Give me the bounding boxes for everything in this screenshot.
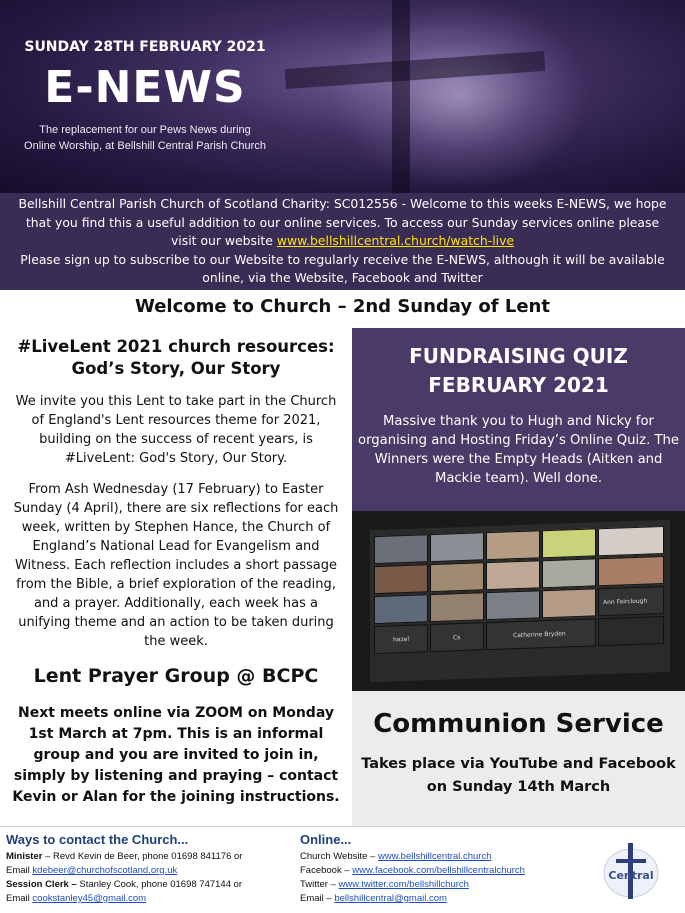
lent-heading-line-1: #LiveLent 2021 church resources: bbox=[17, 337, 335, 356]
logo-text: Central bbox=[608, 869, 654, 882]
lent-column bbox=[0, 328, 352, 826]
video-tile bbox=[430, 592, 484, 622]
video-tile bbox=[598, 616, 664, 646]
video-tile bbox=[430, 622, 484, 652]
communion-text: Takes place via YouTube and Facebook on Sunday 14th March bbox=[361, 756, 676, 795]
clerk-line bbox=[6, 878, 296, 892]
welcome-title: Welcome to Church – 2nd Sunday of Lent bbox=[135, 296, 550, 317]
participant-name: Ann Fairclough bbox=[603, 597, 648, 607]
clerk-email-link[interactable]: cookstanley45@gmail.com bbox=[32, 893, 147, 904]
prayer-group-text: Next meets online via ZOOM on Monday 1st March at 7pm. This is an informal group and you are invited to join in, simply by listening and praying – contact Kevin or Alan for the joining instructions. bbox=[12, 705, 340, 805]
website-link[interactable]: www.bellshillcentral.church bbox=[377, 851, 492, 862]
central-logo bbox=[602, 839, 660, 903]
participant-name: Cs bbox=[453, 634, 461, 642]
newsletter-subtitle bbox=[0, 122, 290, 154]
footer bbox=[0, 826, 685, 913]
prayer-group-heading: Lent Prayer Group @ BCPC bbox=[33, 665, 319, 687]
video-tile bbox=[486, 530, 540, 560]
issue-date: SUNDAY 28TH FEBRUARY 2021 bbox=[24, 39, 266, 55]
video-tile bbox=[542, 528, 596, 558]
quiz-text: Massive thank you to Hugh and Nicky for organising and Hosting Friday’s Online Quiz. The Winners were the Empty Heads (Aitken and Mackie team). Well done. bbox=[358, 414, 679, 486]
video-tile bbox=[598, 556, 664, 586]
facebook-line bbox=[300, 864, 590, 878]
quiz-heading-line-2: FEBRUARY 2021 bbox=[428, 373, 609, 397]
twitter-link[interactable]: www.twitter.com/bellshillchurch bbox=[338, 879, 469, 890]
video-tile bbox=[374, 564, 428, 594]
lent-heading-line-2: God’s Story, Our Story bbox=[71, 359, 281, 378]
watch-live-link[interactable]: www.bellshillcentral.church/watch-live bbox=[276, 233, 515, 248]
video-tile bbox=[486, 618, 596, 650]
minister-line bbox=[6, 850, 296, 864]
clerk-text: Stanley Cook, phone 01698 747144 or bbox=[76, 879, 243, 890]
minister-email-link[interactable]: kdebeer@churchofscotland.org.uk bbox=[32, 865, 178, 876]
zoom-quiz-photo bbox=[352, 511, 685, 691]
website-line bbox=[300, 850, 590, 864]
minister-label: Minister bbox=[6, 851, 43, 862]
participant-name: Catherine Bryden bbox=[513, 630, 566, 640]
online-column bbox=[300, 833, 590, 906]
intro-subscribe-text: Please sign up to subscribe to our Website to regularly receive the E-NEWS, although it will be available online, via the Website, Facebook and Twitter bbox=[20, 251, 665, 285]
contact-column bbox=[6, 833, 296, 906]
participant-name: hazel bbox=[393, 635, 409, 644]
header-light-glow bbox=[330, 0, 590, 190]
minister-text: – Revd Kevin de Beer, phone 01698 841176 or bbox=[42, 851, 243, 862]
video-tile bbox=[542, 558, 596, 588]
video-tile bbox=[598, 526, 664, 556]
online-heading: Online... bbox=[300, 832, 352, 847]
header-cross-post bbox=[392, 0, 410, 193]
lent-heading bbox=[0, 336, 352, 380]
video-tile bbox=[598, 586, 664, 616]
video-tile bbox=[486, 590, 540, 620]
twitter-line bbox=[300, 878, 590, 892]
clerk-email-prefix: Email bbox=[6, 893, 33, 904]
newsletter-title: E-NEWS bbox=[44, 62, 246, 113]
quiz-heading bbox=[352, 342, 685, 400]
header-banner bbox=[0, 0, 685, 193]
communion-heading: Communion Service bbox=[373, 709, 664, 739]
minister-email-line bbox=[6, 864, 296, 878]
email-link[interactable]: bellshillcentral@gmail.com bbox=[334, 893, 447, 904]
video-tile bbox=[430, 562, 484, 592]
video-tile bbox=[374, 624, 428, 654]
subtitle-line-2: Online Worship, at Bellshill Central Parish Church bbox=[24, 140, 266, 152]
website-label: Church Website – bbox=[300, 851, 378, 862]
quiz-heading-line-1: FUNDRAISING QUIZ bbox=[409, 344, 628, 368]
intro-panel bbox=[0, 193, 685, 290]
video-tile bbox=[486, 560, 540, 590]
video-tile bbox=[374, 534, 428, 564]
clerk-email-line bbox=[6, 892, 296, 906]
email-label: Email – bbox=[300, 893, 335, 904]
minister-email-prefix: Email bbox=[6, 865, 33, 876]
lent-paragraph-1: We invite you this Lent to take part in the Church of England's Lent resources theme for 2021, building on the success of recent years, is #LiveLent: God's Story, Our Story. bbox=[15, 394, 337, 466]
intro-text: Bellshill Central Parish Church of Scotland Charity: SC012556 - Welcome to this weeks E-NEWS, we hope that you find this a useful addition to our online services. To access our Sunday services online please visit our website bbox=[18, 196, 667, 248]
facebook-label: Facebook – bbox=[300, 865, 353, 876]
twitter-label: Twitter – bbox=[300, 879, 339, 890]
video-tile bbox=[374, 594, 428, 624]
email-line bbox=[300, 892, 590, 906]
zoom-screen bbox=[370, 520, 670, 682]
quiz-panel bbox=[352, 328, 685, 511]
video-tile bbox=[430, 532, 484, 562]
video-tile bbox=[542, 588, 596, 618]
lent-paragraph-2: From Ash Wednesday (17 February) to Easter Sunday (4 April), there are six reflections for each week, written by Stephen Hance, the Church of England’s National Lead for Evangelism and Witness. Each reflection includes a short passage from the Bible, a brief exploration of the reading, and a prayer. Additionally, each week has a unifying theme and an action to be taken during the week. bbox=[13, 482, 339, 649]
subtitle-line-1: The replacement for our Pews News during bbox=[39, 124, 251, 136]
communion-panel bbox=[352, 691, 685, 826]
clerk-label: Session Clerk – bbox=[6, 879, 77, 890]
facebook-link[interactable]: www.facebook.com/bellshillcentralchurch bbox=[352, 865, 525, 876]
contact-heading: Ways to contact the Church... bbox=[6, 832, 189, 847]
